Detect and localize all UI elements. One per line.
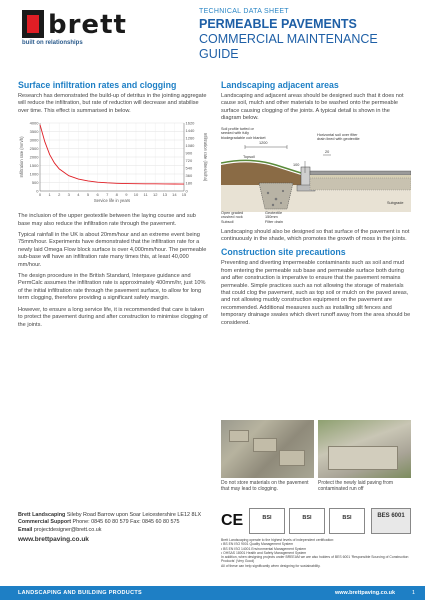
company-name: Brett Landscaping (18, 512, 66, 518)
left-column (18, 80, 208, 333)
x-tick-label: 6 (96, 192, 99, 198)
drain-stone (280, 202, 282, 204)
paragraph-rainfall: Typical rainfall in the UK is about 20mm/hour and an extreme event being 75mm/hour. Experiments have demonstrated that the infiltration rate for a newly laid Omega Flow block surface is over 4,000mm/hour. The permeable sub-base will have an infiltration rate many times this, at least 40,000 mm/hour. (18, 232, 207, 268)
contact-block (18, 512, 208, 544)
x-tick-label: 2 (58, 192, 61, 198)
x-tick-label: 7 (106, 192, 109, 198)
y-tick-label-right: 1080 (185, 143, 195, 149)
diagram-label-topsoil: Topsoil (243, 154, 255, 159)
website-link[interactable]: www.brettpaving.co.uk (18, 536, 89, 544)
drain-stone (272, 203, 274, 205)
sub-base (310, 178, 411, 190)
landscaping-diagram-svg (221, 127, 411, 225)
support-label: Commercial Support (18, 519, 72, 526)
diagram-label-filter-drain: Filter drain (265, 219, 283, 224)
x-tick-label: 15 (181, 192, 187, 198)
y-tick-label-left: 500 (31, 180, 39, 186)
y-tick-label-left: 2000 (29, 154, 39, 160)
paragraph-landscaping: Landscaping and adjacent areas should be designed such that it does not cause soil, mulch and other materials to be washed onto the permeable surface causing clogging of the joints. A typical detail is shown in the diagram below. (221, 93, 404, 122)
diagram-label-dim-1200: 1200 (259, 140, 268, 145)
y-tick-label-left: 3000 (29, 137, 39, 143)
photo-detail (328, 446, 398, 470)
y-tick-label-right: 0 (185, 188, 188, 194)
page-number: 1 (411, 589, 415, 596)
diagram-label-dim-20: 20 (325, 149, 330, 154)
brett-logo-mark-icon (22, 10, 44, 38)
company-address: Sileby Road Barrow upon Soar Leicestershire LE12 8LX (65, 512, 202, 518)
x-tick-label: 3 (67, 192, 70, 198)
paragraph-shade: Landscaping should also be designed so that surface of the pavement is not continuously in the shade, which promotes the growth of moss in the joints. (221, 228, 410, 243)
certification-text: Brett Landscaping operate to the highest levels of independent certification: • BS EN ISO 9001 Quality Management System • BS EN ISO 14001 Environmental Management System • OHSAS 18001 Health and Safety Management System In addition, when designing projects under BREEAM we are also holders of BES 6001 'Responsible Sourcing of Construction Products' (Very Good) All of these can help significantly when designing for sustainability. (221, 538, 409, 568)
infiltration-chart-svg (18, 119, 208, 207)
contact-email (18, 527, 208, 534)
support-numbers: Phone: 0845 60 80 579 Fax: 0845 60 80 575 (71, 519, 180, 526)
photo-detail (279, 450, 305, 466)
brand-name: brett (48, 10, 127, 40)
bes-label: BES 6001 (377, 513, 405, 519)
infiltration-chart (18, 119, 208, 207)
landscaping-detail-diagram (221, 127, 411, 225)
ce-mark-icon: CE (221, 512, 244, 529)
photo-detail (253, 438, 277, 452)
bsi-cert-icon (289, 508, 325, 534)
y-tick-label-left: 2500 (29, 146, 39, 152)
filter-drain (259, 183, 293, 209)
x-tick-label: 5 (86, 192, 90, 198)
drain-stone (275, 197, 278, 200)
y-tick-label-right: 540 (185, 165, 193, 171)
drain-stone (282, 190, 284, 192)
paragraph-service-life: However, to ensure a long service life, it is recommended that care is taken to protect the pavement during and after construction to minimise clogging of the joints. (18, 306, 208, 328)
brett-logo (22, 10, 132, 50)
photo-stored-materials (221, 420, 314, 478)
paragraph-design: The design procedure in the British Standard, Interpave guidance and PermCalc assumes the infiltration rate is approximately 400mm/hr, just 10% of the initial infiltration rate through the pavement surface, to allow for long term clogging, therefore providing a significant safety margin. (18, 273, 206, 302)
right-column (221, 80, 411, 331)
brand-tagline: built on relationships (22, 40, 83, 46)
y-axis-label-right: Infiltration rate (litres/s/ha) (203, 133, 208, 182)
diagram-label-150mm: 150mm (265, 215, 278, 220)
x-tick-label: 0 (38, 192, 42, 198)
y-axis-label-left: Infiltration rate (mm/h) (19, 136, 24, 178)
y-tick-label-left: 3500 (29, 129, 39, 135)
y-tick-label-right: 900 (185, 150, 193, 156)
diagram-label-subsoil: Subsoil (221, 219, 234, 224)
x-tick-label: 1 (48, 192, 51, 198)
laying-course (310, 175, 411, 178)
certification-logos (221, 508, 411, 538)
paragraph-geotextile: The inclusion of the upper geotextile between the laying course and sub base may also reduce the infiltration rate through the pavement. (18, 213, 196, 227)
y-tick-label-right: 180 (185, 180, 193, 186)
footer-tagline: LANDSCAPING AND BUILDING PRODUCTS (18, 589, 142, 596)
sheet-label: TECHNICAL DATA SHEET (199, 8, 289, 15)
paragraph-construction: Preventing and diverting impermeable contaminants such as soil and mud from entering the permeable sub base and permeable surface both during and after construction is imperative to ensure that the pavement remains permeable. Simple practices such as not allowing the storage of materials that could clog the pavement, such as top soil or mulch on the paved areas, and not allowing muddy construction equipment on the pavement are recommended. Additional measures such as installing silt fences and temporary drainage swales which divert runoff away from the area should be considered. (221, 260, 411, 326)
x-tick-label: 8 (115, 192, 118, 198)
heading-construction: Construction site precautions (221, 247, 346, 258)
email-label: Email (18, 526, 33, 533)
photo-detail (229, 430, 249, 442)
diagram-label-horizontal: Horizontal soil over filter drain lined with geotextile (317, 132, 360, 142)
diagram-label-subgrade: Subgrade (387, 200, 404, 205)
x-tick-label: 12 (152, 192, 158, 198)
page-subtitle: COMMERCIAL MAINTENANCE GUIDE (199, 32, 378, 61)
heading-landscaping: Landscaping adjacent areas (221, 80, 339, 90)
bsi-cert-icon (329, 508, 365, 534)
bsi-cert-icon (249, 508, 285, 534)
diagram-label-open-graded: Open graded crushed rock (221, 210, 244, 220)
x-tick-label: 9 (125, 192, 128, 198)
diagram-label-soil: Soil profile turfed or seeded with fully biodegradable coir blanket (221, 126, 266, 140)
photo-protected-paving (318, 420, 411, 478)
bsi-label: BSI (262, 515, 272, 521)
y-tick-label-right: 1620 (185, 120, 195, 126)
y-tick-label-left: 4000 (29, 120, 39, 126)
paragraph-intro: Research has demonstrated the build-up of detritus in the jointing aggregate will reduce the infiltration, but rate of reduction will decrease and stabilise over time. This effect is summarised in below. (18, 93, 207, 114)
y-tick-label-right: 720 (185, 158, 193, 164)
y-tick-label-right: 1260 (185, 135, 195, 141)
topsoil-layer (221, 162, 301, 185)
contact-phone (18, 519, 208, 526)
diagram-label-dim-100: 100 (293, 162, 300, 167)
site-photos (221, 420, 411, 478)
x-tick-label: 13 (162, 192, 168, 198)
drain-stone (267, 191, 269, 193)
page-footer (0, 586, 425, 600)
caption-protected-paving: Protect the newly laid paving from contaminated run off (318, 480, 394, 493)
y-tick-label-left: 0 (36, 188, 39, 194)
bsi-label: BSI (302, 515, 312, 521)
series-line-infiltration (40, 125, 184, 184)
x-tick-label: 4 (77, 192, 80, 198)
bes-6001-cert-icon (371, 508, 411, 534)
y-tick-label-right: 1440 (185, 128, 195, 134)
page-header (0, 0, 425, 60)
y-tick-label-right: 360 (185, 173, 193, 179)
caption-stored-materials: Do not store materials on the pavement that may lead to clogging. (221, 480, 309, 493)
email-address-link[interactable]: projectdesigner@brett.co.uk (32, 526, 102, 533)
diagram-label-geotextile: Geotextile (265, 210, 283, 215)
page-title: PERMEABLE PAVEMENTS (199, 17, 357, 31)
x-tick-label: 10 (133, 192, 139, 198)
block-paving (310, 171, 411, 175)
y-tick-label-left: 1000 (29, 171, 39, 177)
contact-address (18, 512, 208, 519)
header-titles (199, 8, 409, 62)
bsi-label: BSI (342, 515, 352, 521)
x-tick-label: 14 (172, 192, 177, 198)
footer-website-link[interactable]: www.brettpaving.co.uk (335, 589, 395, 596)
y-tick-label-left: 1500 (29, 163, 39, 169)
x-axis-label: Service life in years (93, 198, 131, 204)
x-tick-label: 11 (143, 192, 148, 198)
heading-infiltration: Surface infiltration rates and clogging (18, 80, 177, 90)
